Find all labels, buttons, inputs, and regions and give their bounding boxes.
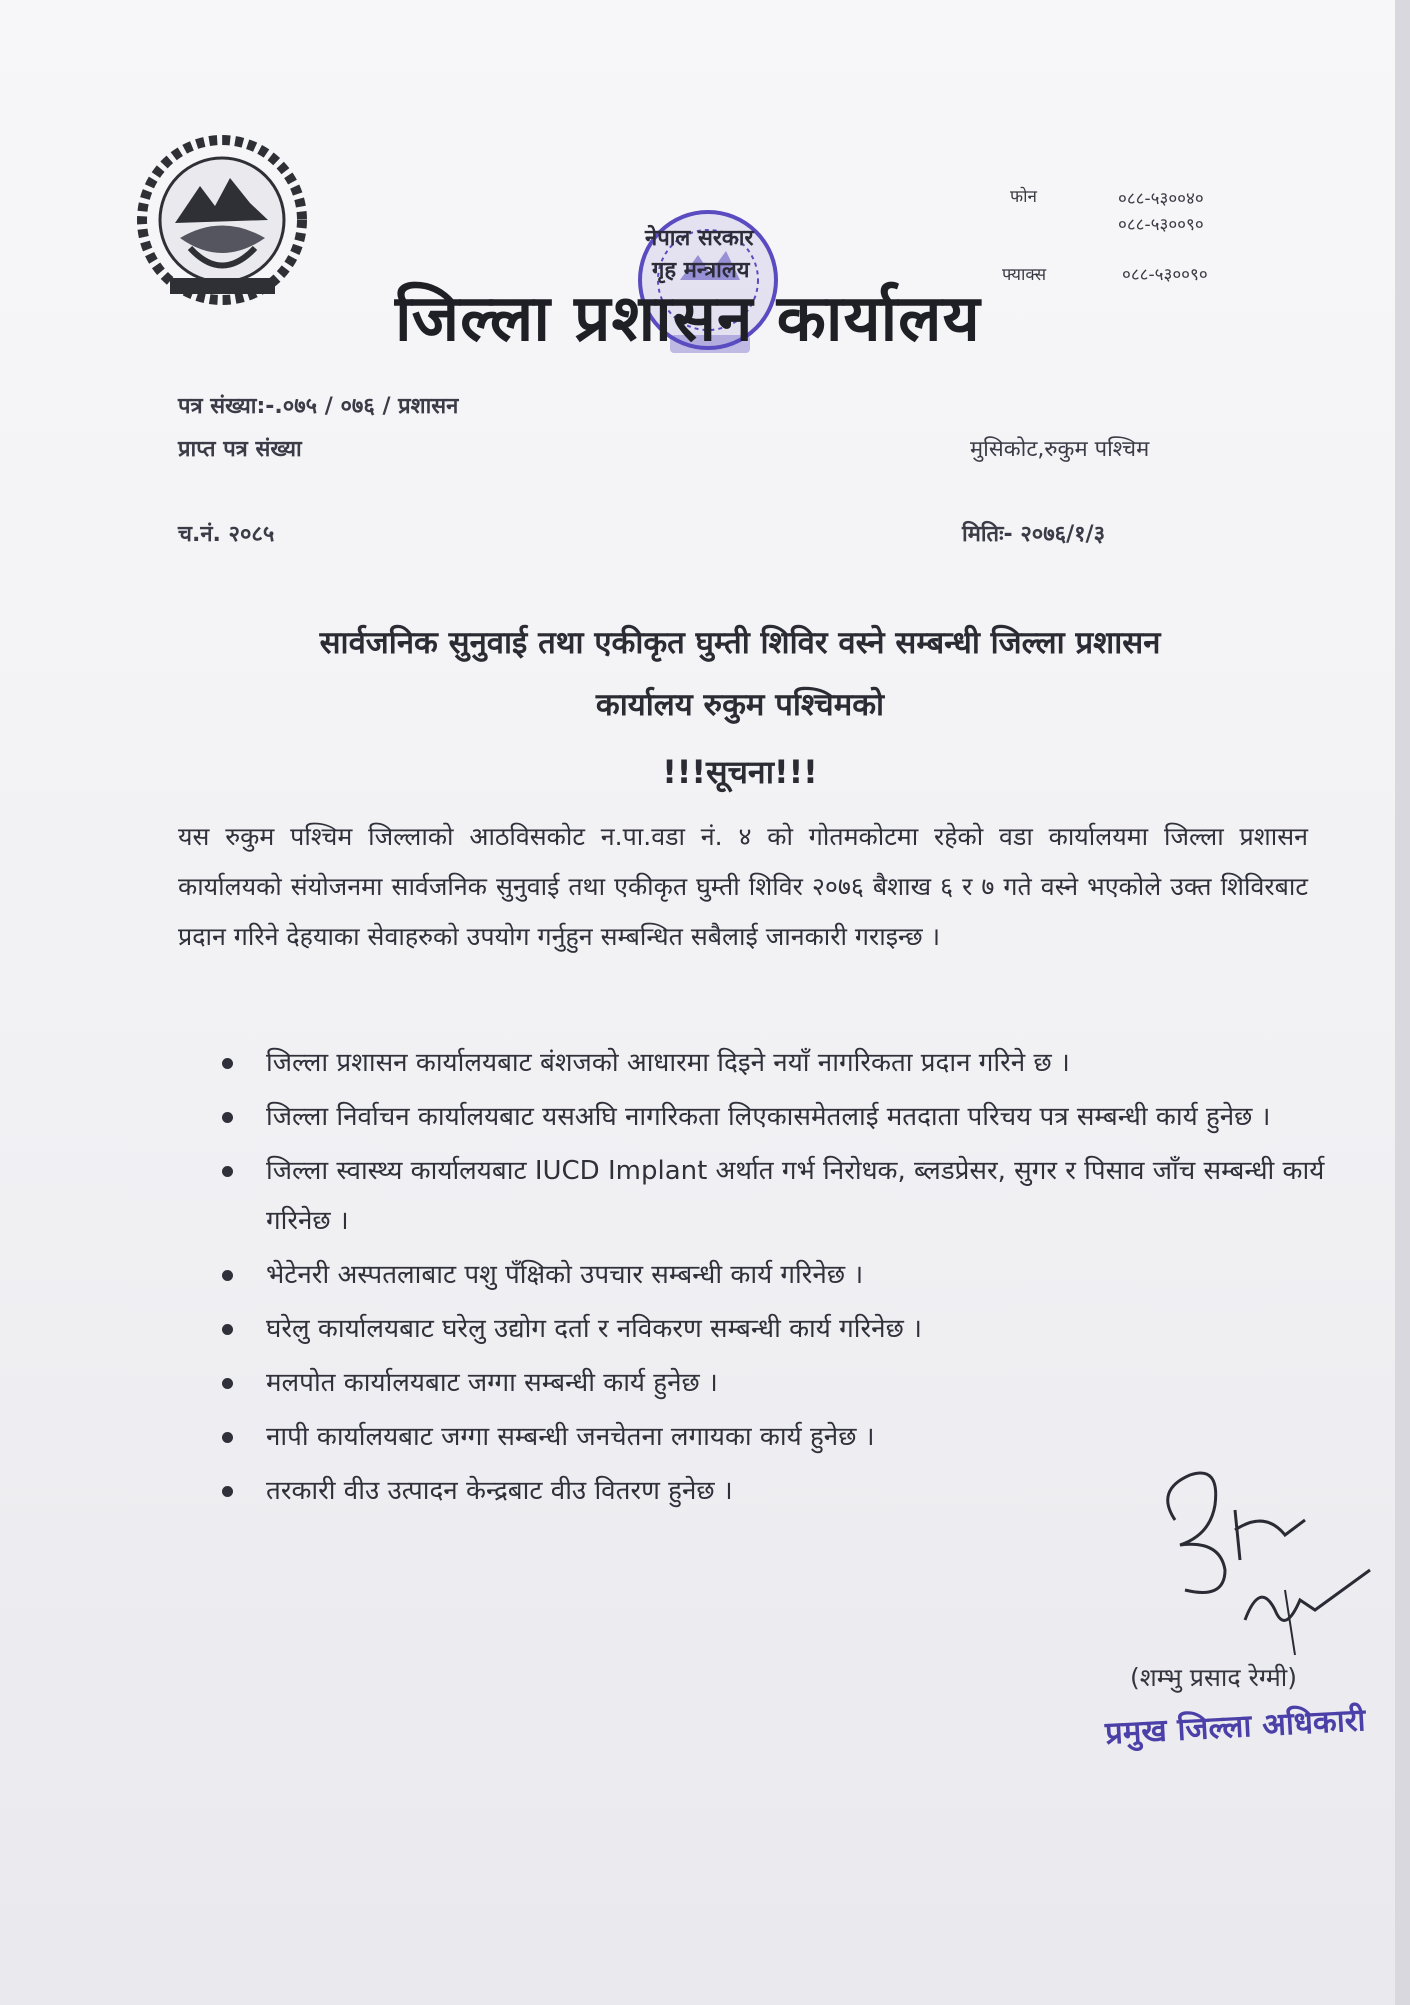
- bullet-icon: [222, 1112, 233, 1123]
- bullet-icon: [222, 1378, 233, 1389]
- service-text: जिल्ला निर्वाचन कार्यालयबाट यसअघि नागरिकता लिएकासमेतलाई मतदाता परिचय पत्र सम्बन्धी कार्य हुनेछ ।: [266, 1102, 1271, 1132]
- phone-label: फोन: [1010, 187, 1037, 207]
- dispatch-number: च.नं. २०८५: [178, 522, 275, 547]
- fax-label: फ्याक्स: [1002, 265, 1047, 285]
- service-text: जिल्ला स्वास्थ्य कार्यालयबाट IUCD Implant अर्थात गर्भ निरोधक, ब्लडप्रेसर, सुगर र पिसाव जाँच सम्बन्धी कार्य गरिनेछ ।: [266, 1156, 1325, 1236]
- phone-number-2: ०८८-५३००९०: [1118, 215, 1204, 235]
- nepal-coat-of-arms-icon: [130, 128, 315, 313]
- notice-subject: [195, 612, 1285, 736]
- bullet-icon: [222, 1166, 233, 1177]
- received-letter-number: प्राप्त पत्र संख्या: [178, 437, 302, 462]
- notice-date: मितिः- २०७६/१/३: [962, 522, 1106, 547]
- service-text: मलपोत कार्यालयबाट जग्गा सम्बन्धी कार्य हुनेछ ।: [266, 1368, 718, 1398]
- service-list: [222, 1038, 1332, 1520]
- service-text: जिल्ला प्रशासन कार्यालयबाट बंशजको आधारमा दिइने नयाँ नागरिकता प्रदान गरिने छ ।: [266, 1048, 1070, 1078]
- subject-line-1: सार्वजनिक सुनुवाई तथा एकीकृत घुम्ती शिविर वस्ने सम्बन्धी जिल्ला प्रशासन: [319, 625, 1161, 661]
- list-item: [222, 1146, 1332, 1246]
- signatory-title: प्रमुख जिल्ला अधिकारी: [1104, 1702, 1367, 1752]
- service-text: भेटेनरी अस्पतलाबाट पशु पँक्षिको उपचार सम्बन्धी कार्य गरिनेछ ।: [266, 1260, 864, 1290]
- bullet-icon: [222, 1270, 233, 1281]
- handwritten-signature-icon: [1135, 1450, 1395, 1660]
- notice-heading: !!!सूचना!!!: [662, 753, 818, 791]
- service-text: नापी कार्यालयबाट जग्गा सम्बन्धी जनचेतना लगायका कार्य हुनेछ ।: [266, 1422, 875, 1452]
- phone-number-1: ०८८-५३००४०: [1118, 189, 1204, 209]
- list-item: [222, 1038, 1332, 1088]
- list-item: [222, 1250, 1332, 1300]
- list-item: [222, 1304, 1332, 1354]
- subject-line-2: कार्यालय रुकुम पश्चिमको: [595, 687, 885, 723]
- paper-edge-shadow: [1395, 0, 1410, 2005]
- bullet-icon: [222, 1324, 233, 1335]
- office-location: मुसिकोट,रुकुम पश्चिम: [970, 437, 1150, 462]
- service-text: तरकारी वीउ उत्पादन केन्द्रबाट वीउ वितरण हुनेछ ।: [266, 1476, 733, 1506]
- bullet-icon: [222, 1432, 233, 1443]
- list-item: [222, 1358, 1332, 1408]
- list-item: [222, 1092, 1332, 1142]
- service-text: घरेलु कार्यालयबाट घरेलु उद्योग दर्ता र नविकरण सम्बन्धी कार्य गरिनेछ ।: [266, 1314, 922, 1344]
- letter-number: पत्र संख्या:-.०७५ / ०७६ / प्रशासन: [178, 394, 459, 419]
- ministry-name: गृह मन्त्रालय: [652, 258, 750, 283]
- bullet-icon: [222, 1058, 233, 1069]
- fax-number: ०८८-५३००९०: [1122, 265, 1208, 285]
- office-title: जिल्ला प्रशासन कार्यालय: [395, 282, 981, 356]
- bullet-icon: [222, 1486, 233, 1497]
- signatory-name: (शम्भु प्रसाद रेग्मी): [1130, 1663, 1298, 1692]
- gov-name: नेपाल सरकार: [645, 226, 754, 251]
- notice-body: यस रुकुम पश्चिम जिल्लाको आठविसकोट न.पा.वडा नं. ४ को गोतमकोटमा रहेको वडा कार्यालयमा जिल्ला प्रशासन कार्यालयको संयोजनमा सार्वजनिक सुनुवाई तथा एकीकृत घुम्ती शिविर २०७६ बैशाख ६ र ७ गते वस्ने भएकोले उक्त शिविरबाट प्रदान गरिने देहयाका सेवाहरुको उपयोग गर्नुहुन सम्बन्धित सबैलाई जानकारी गराइन्छ ।: [178, 822, 1308, 951]
